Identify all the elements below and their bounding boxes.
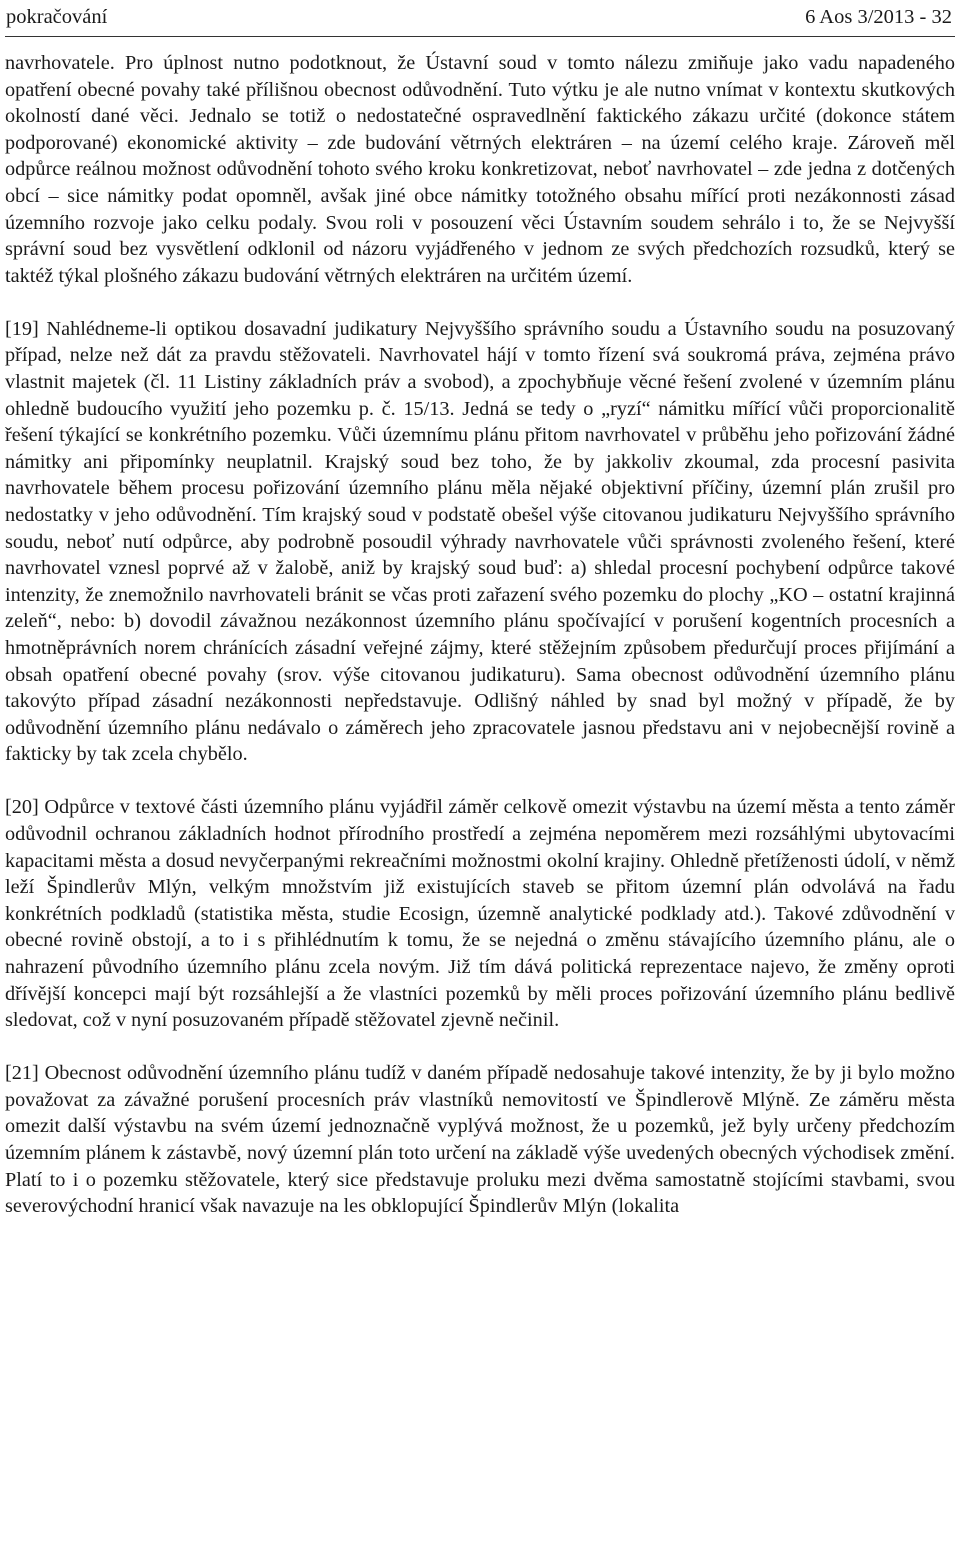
paragraph-21: [21] Obecnost odůvodnění územního plánu tudíž v daném případě nedosahuje takové intenzity, že by ji bylo možno považovat za závažné porušení procesních práv vlastníků nemovitostí ve Špindlerově Mlýně. Ze záměru města omezit další výstavbu na svém území jednoznačně vyplývá možnost, že u pozemků, jež byly určeny předchozím územním plánem k zástavbě, nový územní plán toto určení na základě výše uvedených obecných východisek změní. Platí to i o pozemku stěžovatele, který sice představuje proluku mezi dvěma samostatně stojícími stavbami, svou severovýchodní hranicí však navazuje na les obklopující Špindlerův Mlýn (lokalita — [5, 1062, 955, 1218]
paragraph-19: [19] Nahlédneme-li optikou dosavadní judikatury Nejvyššího správního soudu a Ústavního soudu na posuzovaný případ, nelze než dát za pravdu stěžovateli. Navrhovatel hájí v tomto řízení svá soukromá práva, zejména právo vlastnit majetek (čl. 11 Listiny základních práv a svobod), a zpochybňuje věcné řešení zvolené v územním plánu ohledně budoucího využití jeho pozemku p. č. 15/13. Jedná se tedy o „ryzí“ námitku mířící vůči proporcionalitě řešení týkající se konkrétního pozemku. Vůči územnímu plánu přitom navrhovatel v průběhu jeho pořizování žádné námitky ani připomínky neuplatnil. Krajský soud bez toho, že by jakkoliv zkoumal, zda procesní pasivita navrhovatele během procesu pořizování územního plánu měla nějaké objektivní příčiny, územní plán zrušil pro nedostatky v jeho odůvodnění. Tím krajský soud v podstatě obešel výše citovanou judikaturu Nejvyššího správního soudu, neboť nutí odpůrce, aby podrobně posoudil výhrady navrhovatele vůči správnosti zvoleného řešení, které navrhovatel vznesl poprvé až v žalobě, aniž by krajský soud buď: a) shledal procesní pochybení odpůrce takové intenzity, že znemožnilo navrhovateli bránit se včas proti zařazení svého pozemku do plochy „KO – ostatní krajinná zeleň“, nebo: b) dovodil závažnou nezákonnost územního plánu spočívající v porušení kogentních procesních a hmotněprávních norem chránících zásadní veřejné zájmy, které stěžejním způsobem předurčují proces přijímání a obsah opatření obecné povahy (srov. výše citovanou judikaturu). Sama obecnost odůvodnění územního plánu takovýto případ zásadní nezákonnosti nepředstavuje. Odlišný náhled by snad byl možný v případě, že by odůvodnění územního plánu nedávalo o záměrech jeho zpracovatele jasnou představu ani v nejobecnější rovině a fakticky by tak zcela chybělo. — [5, 317, 955, 766]
header-continuation: pokračování — [6, 6, 108, 28]
paragraph-continuation: navrhovatele. Pro úplnost nutno podotknout, že Ústavní soud v tomto nálezu zmiňuje jako vadu napadeného opatření obecné povahy také přílišnou obecnost odůvodnění. Tuto výtku je ale nutno vnímat v kontextu skutkových okolností dané věci. Jednalo se totiž o nedostatečné ospravedlnění faktického zákazu určité (dokonce státem podporované) ekonomické aktivity – zde budování větrných elektráren – na území celého kraje. Zároveň měl odpůrce reálnou možnost odůvodnění tohoto svého kroku konkretizovat, neboť navrhovatel – zde jedna z dotčených obcí – sice námitky podat opomněl, avšak jiné obce námitky totožného obsahu mířící proti nezákonnosti zásad územního rozvoje jako celku podaly. Svou roli v posouzení věci Ústavním soudem sehrálo i to, že se Nejvyšší správní soud bez vysvětlení odklonil od názoru vyjádřeného v jednom ze svých předchozích rozsudků, který se taktéž týkal plošného zákazu budování větrných elektráren na určitém území. — [5, 52, 955, 287]
paragraph-20: [20] Odpůrce v textové části územního plánu vyjádřil záměr celkově omezit výstavbu na území města a tento záměr odůvodnil ochranou základních hodnot přírodního prostředí a zejména nepoměrem mezi rozsáhlými ubytovacími kapacitami města a dosud nevyčerpanými rekreačními možnostmi okolní krajiny. Ohledně přetíženosti údolí, v němž leží Špindlerův Mlýn, velkým množstvím již existujících staveb se přitom územní plán odvolává na řadu konkrétních podkladů (statistika města, studie Ecosign, územně analytické podklady atd.). Takové zdůvodnění v obecné rovině obstojí, a to i s přihlédnutím k tomu, že se nejedná o změnu stávajícího územního plánu, ale o nahrazení původního územního plánu zcela novým. Již tím dává politická reprezentace najevo, že změny oproti dřívější koncepci mají být rozsáhlejší a že vlastníci pozemků by měli proces pořizování územního plánu bedlivě sledovat, což v nyní posuzovaném případě stěžovatel zjevně nečinil. — [5, 796, 955, 1032]
header-case-number: 6 Aos 3/2013 - 32 — [805, 6, 952, 28]
document-body — [5, 50, 955, 1220]
header-divider — [5, 36, 955, 37]
page-header — [5, 0, 955, 34]
